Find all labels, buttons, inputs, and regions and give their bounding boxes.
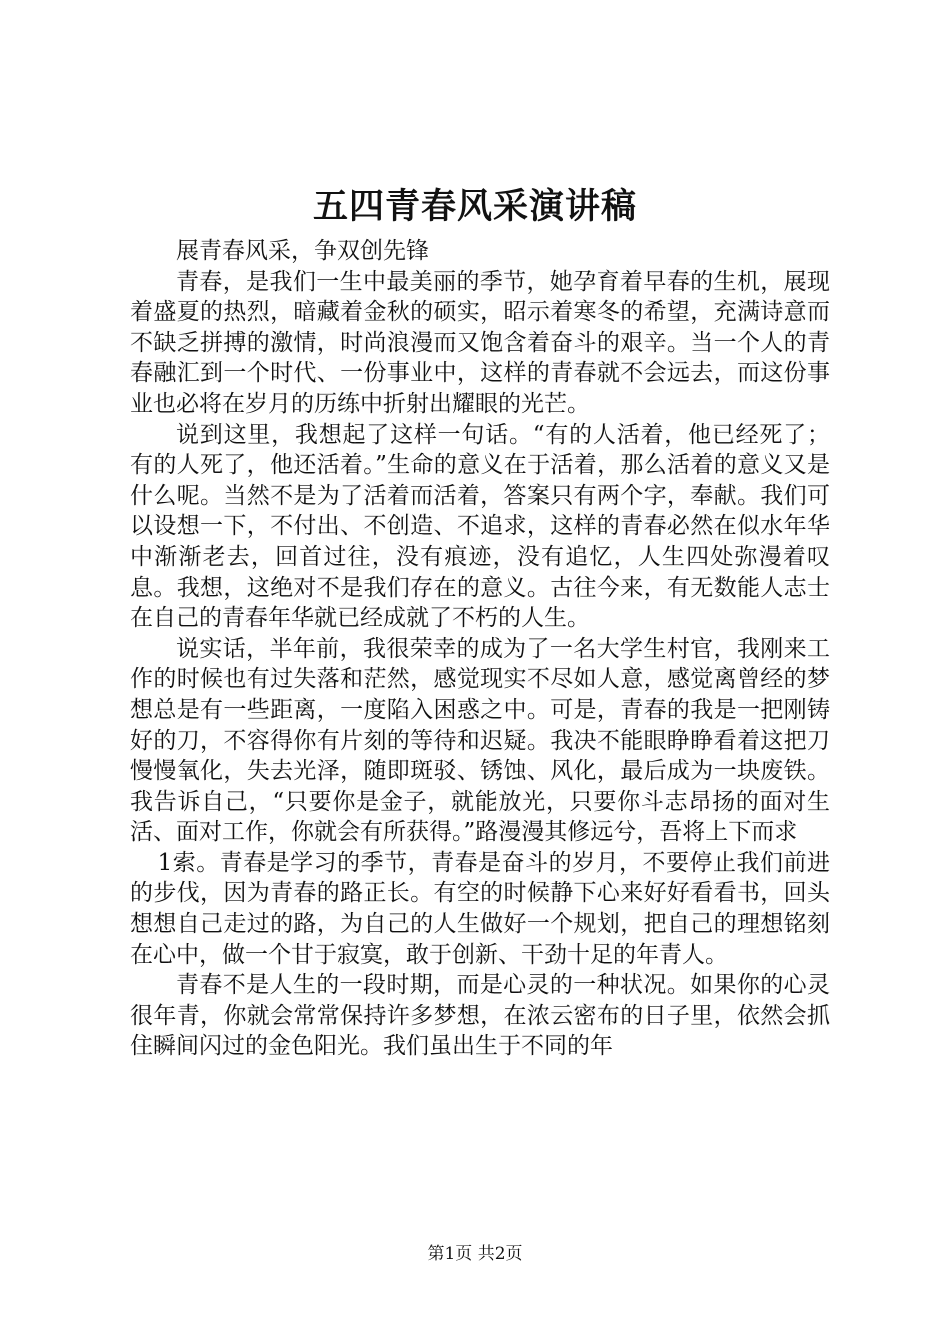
body-paragraph: 青春，是我们一生中最美丽的季节，她孕育着早春的生机，展现着盛夏的热烈，暗藏着金秋的硕实，昭示着寒冬的希望，充满诗意而不缺乏拼搏的激情，时尚浪漫而又饱含着奋斗的艰辛。当一个人的青春融汇到一个时代、一份事业中，这样的青春就不会远去，而这份事业也必将在岁月的历练中折射出耀眼的光芒。 — [130, 268, 830, 417]
body-paragraph: 说实话，半年前，我很荣幸的成为了一名大学生村官，我刚来工作的时候也有过失落和茫然，感觉现实不尽如人意，感觉离曾经的梦想总是有一些距离，一度陷入困惑之中。可是，青春的我是一把刚铸好的刀，不容得你有片刻的等待和迟疑。我决不能眼睁睁看着这把刀慢慢氧化，失去光泽，随即斑驳、锈蚀、风化，最后成为一块废铁。我告诉自己，“只要你是金子，就能放光，只要你斗志昂扬的面对生活、面对工作，你就会有所获得。”路漫漫其修远兮，吾将上下而求 — [130, 635, 830, 846]
document-body — [130, 236, 830, 1062]
body-paragraph: 青春不是人生的一段时期，而是心灵的一种状况。如果你的心灵很年青，你就会常常保持许多梦想，在浓云密布的日子里，依然会抓住瞬间闪过的金色阳光。我们虽出生于不同的年 — [130, 972, 830, 1060]
document-title: 五四青春风采演讲稿 — [312, 186, 637, 227]
body-paragraph: 说到这里，我想起了这样一句话。“有的人活着，他已经死了；有的人死了，他还活着。”生命的意义在于活着，那么活着的意义又是什么呢。当然不是为了活着而活着，答案只有两个字，奉献。我们可以设想一下，不付出、不创造、不追求，这样的青春必然在似水年华中渐渐老去，回首过往，没有痕迹，没有追忆，人生四处弥漫着叹息。我想，这绝对不是我们存在的意义。古往今来，有无数能人志士在自己的青春年华就已经成就了不朽的人生。 — [130, 421, 830, 632]
page-number-footer: 第1页 共2页 — [427, 1244, 523, 1264]
subtitle-paragraph: 展青春风采，争双创先锋 — [176, 238, 429, 264]
body-paragraph: 1索。青春是学习的季节，青春是奋斗的岁月，不要停止我们前进的步伐，因为青春的路正长。有空的时候静下心来好好看看书，回头想想自己走过的路，为自己的人生做好一个规划，把自己的理想铭刻在心中，做一个甘于寂寞，敢于创新、干劲十足的年青人。 — [130, 849, 830, 968]
